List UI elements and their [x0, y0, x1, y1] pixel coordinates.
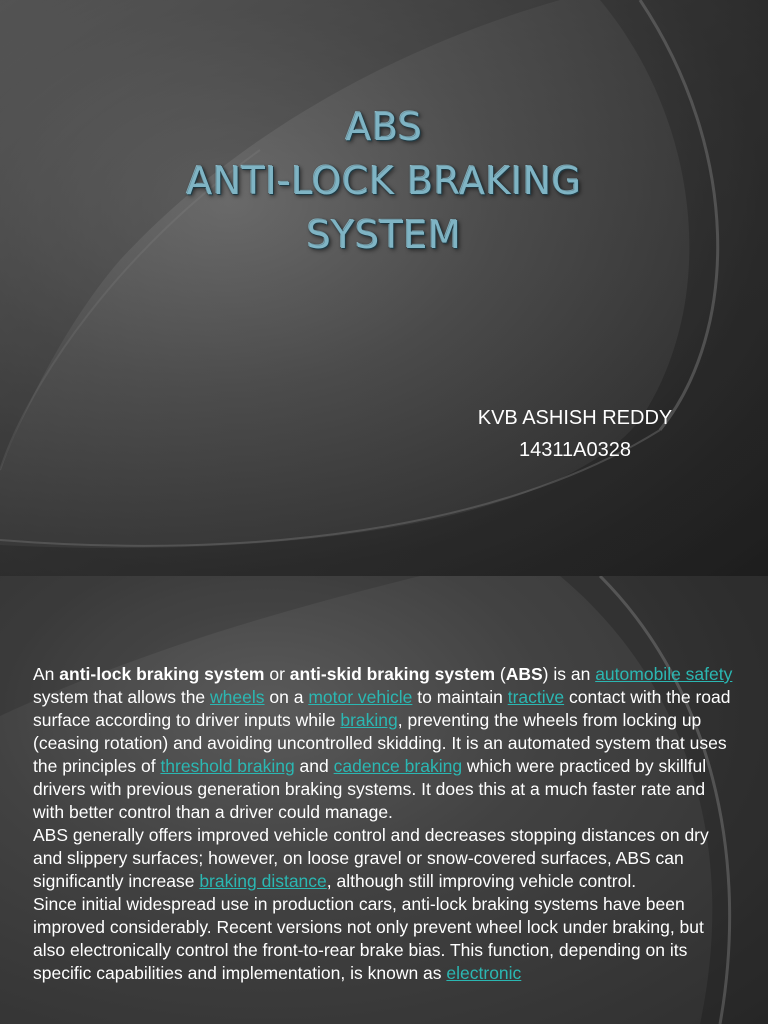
bold-term: anti-lock braking system	[59, 664, 265, 684]
link-electronic[interactable]: electronic	[446, 963, 522, 983]
link-motor-vehicle[interactable]: motor vehicle	[308, 687, 413, 707]
text-span: system that allows the	[33, 687, 211, 707]
slide-body-text	[33, 663, 738, 985]
link-threshold-braking[interactable]: threshold braking	[160, 756, 295, 776]
title-line-1: ABS	[345, 105, 423, 149]
link-tractive[interactable]: tractive	[507, 687, 565, 707]
author-name: KVB ASHISH REDDY	[477, 407, 673, 429]
text-span: which were practiced by skillful drivers with previous generation braking systems. It does this at a much faster rate and with better control than a driver could manage.	[33, 756, 707, 822]
link-braking-distance[interactable]: braking distance	[199, 871, 327, 891]
text-span: Since initial widespread use in production cars, anti-lock braking systems have been improved considerably. Recent versions not only prevent wheel lock under braking, but also electronically control the front-to-rear brake bias. This function, depending on its specific capabilities and implementation, is known as	[33, 894, 704, 983]
link-automobile-safety[interactable]: automobile safety	[595, 664, 733, 684]
paragraph-2	[33, 824, 738, 893]
text-span: and	[294, 756, 334, 776]
author-id: 14311A0328	[519, 439, 631, 461]
title-line-2: ANTI-LOCK BRAKING	[186, 159, 582, 203]
author-block	[420, 402, 730, 466]
text-span: ABS generally offers improved vehicle control and decreases stopping distances on dry and slippery surfaces; however, on loose gravel or snow-covered surfaces, ABS can significantly increase	[33, 825, 709, 891]
slide-title	[0, 100, 768, 262]
text-span: contact with the road surface according to driver inputs while	[33, 687, 731, 730]
link-braking[interactable]: braking	[340, 710, 398, 730]
text-span: , preventing the wheels from locking up (ceasing rotation) and avoiding uncontrolled skidding. It is an automated system that uses the principles of	[33, 710, 727, 776]
text-span: ) is an	[542, 664, 596, 684]
paragraph-1	[33, 663, 738, 824]
content-slide	[0, 576, 768, 1024]
link-wheels[interactable]: wheels	[210, 687, 265, 707]
text-span: on a	[264, 687, 309, 707]
text-span: An	[33, 664, 60, 684]
text-span: to maintain	[412, 687, 508, 707]
title-line-3: SYSTEM	[306, 213, 462, 257]
text-span: (	[495, 664, 506, 684]
paragraph-3	[33, 893, 738, 985]
text-span: , although still improving vehicle control.	[326, 871, 637, 891]
text-span: or	[264, 664, 290, 684]
bold-term: anti-skid braking system	[289, 664, 496, 684]
bold-term: ABS	[505, 664, 543, 684]
link-cadence-braking[interactable]: cadence braking	[333, 756, 463, 776]
